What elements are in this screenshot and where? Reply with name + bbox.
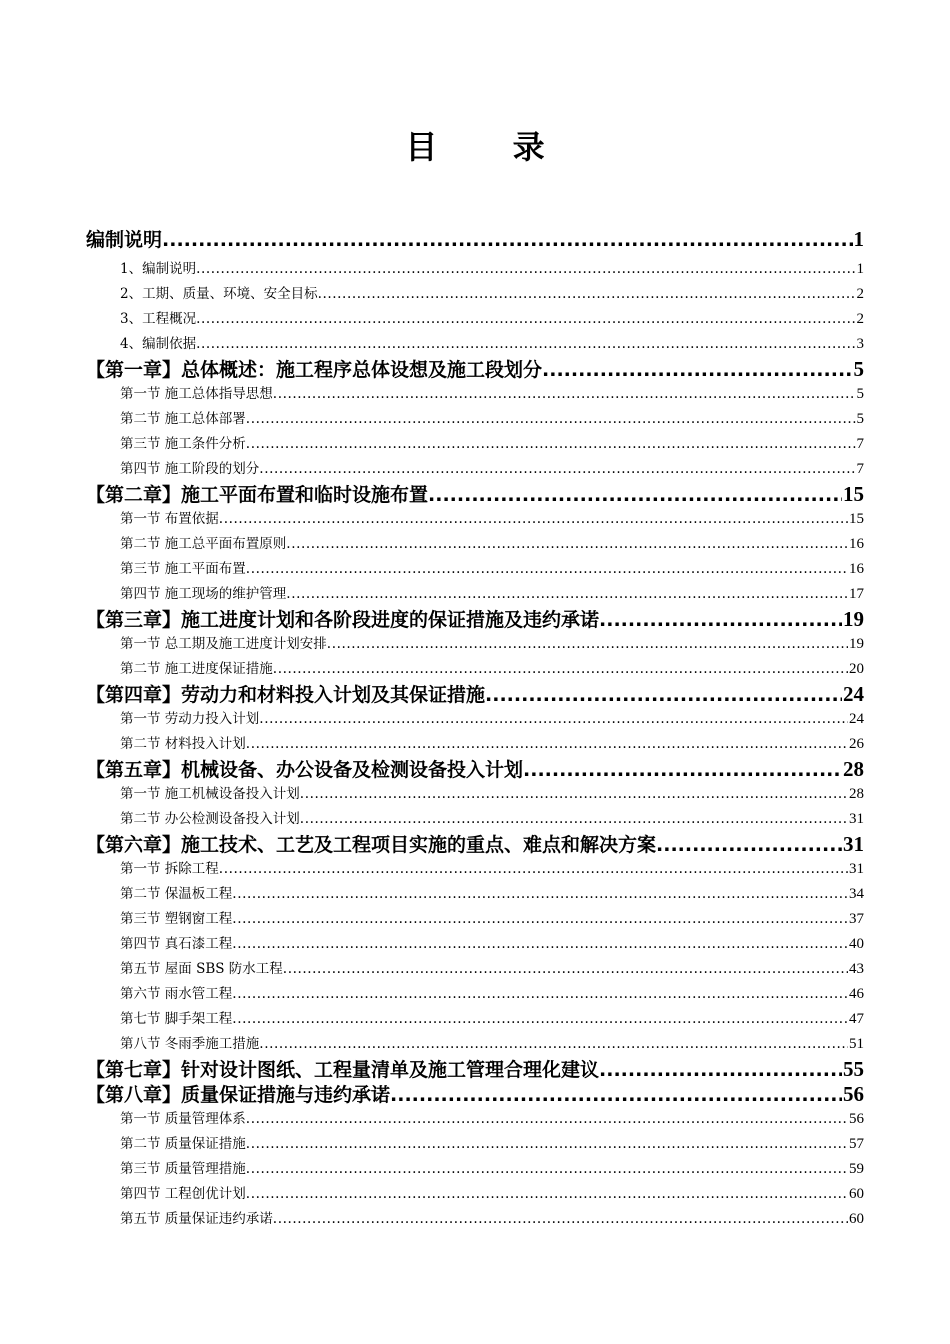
- toc-page-number: 26: [849, 736, 864, 752]
- toc-page-number: 59: [849, 1161, 864, 1177]
- toc-entry-title: 第二节 施工进度保证措施: [120, 661, 273, 677]
- toc-section-entry[interactable]: [86, 407, 864, 432]
- toc-page-number: 40: [849, 936, 864, 952]
- toc-section-entry[interactable]: [86, 982, 864, 1007]
- toc-entry-title: 第三节 施工平面布置: [120, 561, 246, 577]
- toc-section-entry[interactable]: [86, 532, 864, 557]
- toc-chapter-entry[interactable]: [86, 682, 864, 707]
- toc-section-entry[interactable]: [86, 382, 864, 407]
- toc-section-entry[interactable]: [86, 282, 864, 307]
- toc-entry-title: 【第三章】施工进度计划和各阶段进度的保证措施及违约承诺: [86, 609, 600, 631]
- toc-dot-leader: [196, 307, 855, 332]
- toc-page-number: 57: [849, 1136, 864, 1152]
- toc-page-number: 2: [856, 286, 864, 302]
- toc-dot-leader: [246, 557, 848, 582]
- toc-chapter-entry[interactable]: [86, 607, 864, 632]
- toc-page-number: 19: [849, 636, 864, 652]
- toc-page-number: 5: [856, 386, 864, 402]
- toc-entry-title: 第一节 劳动力投入计划: [120, 711, 260, 727]
- toc-dot-leader: [162, 223, 852, 257]
- toc-section-entry[interactable]: [86, 932, 864, 957]
- toc-section-entry[interactable]: [86, 332, 864, 357]
- toc-dot-leader: [232, 932, 848, 957]
- toc-entry-title: 第一节 布置依据: [120, 511, 219, 527]
- toc-page-number: 24: [843, 682, 864, 706]
- toc-dot-leader: [232, 882, 848, 907]
- toc-page-number: 31: [849, 861, 864, 877]
- toc-entry-title: 第四节 工程创优计划: [120, 1186, 246, 1202]
- toc-page-number: 43: [849, 961, 864, 977]
- toc-dot-leader: [246, 1157, 848, 1182]
- toc-page-number: 1: [856, 261, 864, 277]
- toc-section-entry[interactable]: [86, 857, 864, 882]
- toc-dot-leader: [232, 982, 848, 1007]
- table-of-contents: [86, 222, 864, 1232]
- toc-dot-leader: [599, 1058, 842, 1082]
- toc-entry-title: 【第二章】施工平面布置和临时设施布置: [86, 484, 429, 506]
- toc-dot-leader: [219, 857, 848, 882]
- toc-section-entry[interactable]: [86, 1157, 864, 1182]
- toc-dot-leader: [599, 608, 842, 632]
- toc-page-number: 3: [856, 336, 864, 352]
- toc-page-number: 7: [856, 436, 864, 452]
- toc-dot-leader: [259, 707, 848, 732]
- toc-section-entry[interactable]: [86, 457, 864, 482]
- toc-entry-title: 3、工程概况: [120, 311, 197, 327]
- toc-section-entry[interactable]: [86, 1182, 864, 1207]
- toc-section-entry[interactable]: [86, 1132, 864, 1157]
- toc-entry-title: 第二节 保温板工程: [120, 886, 233, 902]
- toc-section-entry[interactable]: [86, 432, 864, 457]
- toc-entry-title: 第一节 施工总体指导思想: [120, 386, 273, 402]
- toc-page-number: 60: [849, 1211, 864, 1227]
- toc-entry-title: 【第七章】针对设计图纸、工程量清单及施工管理合理化建议: [86, 1059, 600, 1081]
- toc-section-entry[interactable]: [86, 507, 864, 532]
- toc-entry-title: 第三节 塑钢窗工程: [120, 911, 233, 927]
- toc-page-number: 5: [853, 357, 864, 381]
- toc-entry-title: 第二节 施工总体部署: [120, 411, 246, 427]
- toc-entry-title: 【第八章】质量保证措施与违约承诺: [86, 1084, 391, 1106]
- toc-page-number: 28: [843, 757, 864, 781]
- toc-section-entry[interactable]: [86, 307, 864, 332]
- toc-dot-leader: [232, 907, 848, 932]
- toc-page-number: 37: [849, 911, 864, 927]
- toc-entry-title: 【第一章】总体概述：施工程序总体设想及施工段划分: [86, 359, 543, 381]
- toc-dot-leader: [273, 657, 848, 682]
- toc-section-entry[interactable]: [86, 632, 864, 657]
- toc-page-number: 19: [843, 607, 864, 631]
- toc-page-number: 5: [856, 411, 864, 427]
- toc-dot-leader: [196, 257, 855, 282]
- toc-entry-title: 第一节 质量管理体系: [120, 1111, 246, 1127]
- toc-entry-title: 第一节 拆除工程: [120, 861, 219, 877]
- toc-page-number: 34: [849, 886, 864, 902]
- toc-section-entry[interactable]: [86, 1207, 864, 1232]
- toc-entry-title: 第一节 施工机械设备投入计划: [120, 786, 300, 802]
- toc-entry-title: 4、编制依据: [120, 336, 197, 352]
- toc-entry-title: 第七节 脚手架工程: [120, 1011, 233, 1027]
- toc-dot-leader: [246, 1182, 848, 1207]
- toc-section-entry[interactable]: [86, 732, 864, 757]
- toc-chapter-entry[interactable]: [86, 1057, 864, 1082]
- toc-page-number: 60: [849, 1186, 864, 1202]
- toc-dot-leader: [246, 432, 856, 457]
- toc-dot-leader: [286, 582, 848, 607]
- toc-title: 目 录: [405, 128, 577, 166]
- toc-dot-leader: [259, 1032, 848, 1057]
- toc-chapter-entry[interactable]: [86, 757, 864, 782]
- toc-section-entry[interactable]: [86, 1032, 864, 1057]
- toc-entry-title: 【第五章】机械设备、办公设备及检测设备投入计划: [86, 759, 524, 781]
- toc-chapter-entry[interactable]: [86, 832, 864, 857]
- toc-section-entry[interactable]: [86, 657, 864, 682]
- toc-dot-leader: [286, 532, 848, 557]
- toc-dot-leader: [196, 332, 855, 357]
- toc-page-number: 28: [849, 786, 864, 802]
- toc-page-number: 56: [849, 1111, 864, 1127]
- toc-entry-title: 第三节 施工条件分析: [120, 436, 246, 452]
- toc-section-entry[interactable]: [86, 807, 864, 832]
- toc-dot-leader: [318, 282, 856, 307]
- toc-dot-leader: [542, 358, 852, 382]
- toc-dot-leader: [327, 632, 848, 657]
- toc-page-number: 56: [843, 1082, 864, 1106]
- toc-page-number: 7: [856, 461, 864, 477]
- toc-entry-title: 第二节 材料投入计划: [120, 736, 246, 752]
- toc-section-entry[interactable]: [86, 257, 864, 282]
- toc-page-number: 15: [843, 482, 864, 506]
- toc-dot-leader: [300, 807, 848, 832]
- toc-chapter-entry[interactable]: [86, 357, 864, 382]
- toc-dot-leader: [246, 1132, 848, 1157]
- toc-chapter-entry[interactable]: [86, 1082, 864, 1107]
- toc-page-number: 16: [849, 536, 864, 552]
- toc-entry-title: 【第四章】劳动力和材料投入计划及其保证措施: [86, 684, 486, 706]
- toc-entry-title: 第一节 总工期及施工进度计划安排: [120, 636, 327, 652]
- toc-entry-title: 2、工期、质量、环境、安全目标: [120, 286, 318, 302]
- toc-dot-leader: [246, 1107, 848, 1132]
- toc-dot-leader: [246, 407, 856, 432]
- toc-entry-title: 第五节 质量保证违约承诺: [120, 1211, 273, 1227]
- toc-dot-leader: [485, 683, 842, 707]
- toc-page-number: 31: [849, 811, 864, 827]
- toc-page-number: 15: [849, 511, 864, 527]
- toc-dot-leader: [656, 833, 842, 857]
- toc-section-entry[interactable]: [86, 882, 864, 907]
- toc-dot-leader: [390, 1083, 842, 1107]
- toc-dot-leader: [273, 1207, 848, 1232]
- toc-page-number: 2: [856, 311, 864, 327]
- toc-dot-leader: [232, 1007, 848, 1032]
- toc-entry-title: 第八节 冬雨季施工措施: [120, 1036, 260, 1052]
- toc-page-number: 46: [849, 986, 864, 1002]
- toc-entry-title: 第二节 施工总平面布置原则: [120, 536, 287, 552]
- toc-entry-title: 1、编制说明: [120, 261, 197, 277]
- toc-section-entry[interactable]: [86, 1107, 864, 1132]
- toc-entry-title: 第二节 质量保证措施: [120, 1136, 246, 1152]
- toc-page-number: 20: [849, 661, 864, 677]
- toc-page-number: 1: [853, 227, 864, 251]
- toc-entry-title: 第四节 真石漆工程: [120, 936, 233, 952]
- toc-page-number: 31: [843, 832, 864, 856]
- toc-section-entry[interactable]: [86, 557, 864, 582]
- toc-chapter-entry[interactable]: [86, 482, 864, 507]
- toc-dot-leader: [246, 732, 848, 757]
- toc-entry-title: 【第六章】施工技术、工艺及工程项目实施的重点、难点和解决方案: [86, 834, 657, 856]
- toc-chapter-entry[interactable]: [86, 222, 864, 257]
- toc-dot-leader: [219, 507, 848, 532]
- toc-page-number: 16: [849, 561, 864, 577]
- toc-section-entry[interactable]: [86, 957, 864, 982]
- toc-entry-title: 第四节 施工阶段的划分: [120, 461, 260, 477]
- toc-dot-leader: [283, 957, 848, 982]
- toc-section-entry[interactable]: [86, 782, 864, 807]
- toc-entry-title: 第六节 雨水管工程: [120, 986, 233, 1002]
- toc-section-entry[interactable]: [86, 707, 864, 732]
- toc-entry-title: 第五节 屋面 SBS 防水工程: [120, 961, 283, 977]
- toc-dot-leader: [523, 758, 842, 782]
- toc-entry-title: 第四节 施工现场的维护管理: [120, 586, 287, 602]
- toc-page-number: 47: [849, 1011, 864, 1027]
- toc-page-number: 51: [849, 1036, 864, 1052]
- toc-page-number: 24: [849, 711, 864, 727]
- toc-dot-leader: [273, 382, 856, 407]
- toc-dot-leader: [428, 483, 842, 507]
- toc-dot-leader: [259, 457, 855, 482]
- toc-entry-title: 编制说明: [86, 229, 163, 251]
- toc-section-entry[interactable]: [86, 582, 864, 607]
- toc-entry-title: 第二节 办公检测设备投入计划: [120, 811, 300, 827]
- toc-section-entry[interactable]: [86, 1007, 864, 1032]
- toc-dot-leader: [300, 782, 848, 807]
- toc-page-number: 17: [849, 586, 864, 602]
- toc-page-number: 55: [843, 1057, 864, 1081]
- toc-section-entry[interactable]: [86, 907, 864, 932]
- toc-entry-title: 第三节 质量管理措施: [120, 1161, 246, 1177]
